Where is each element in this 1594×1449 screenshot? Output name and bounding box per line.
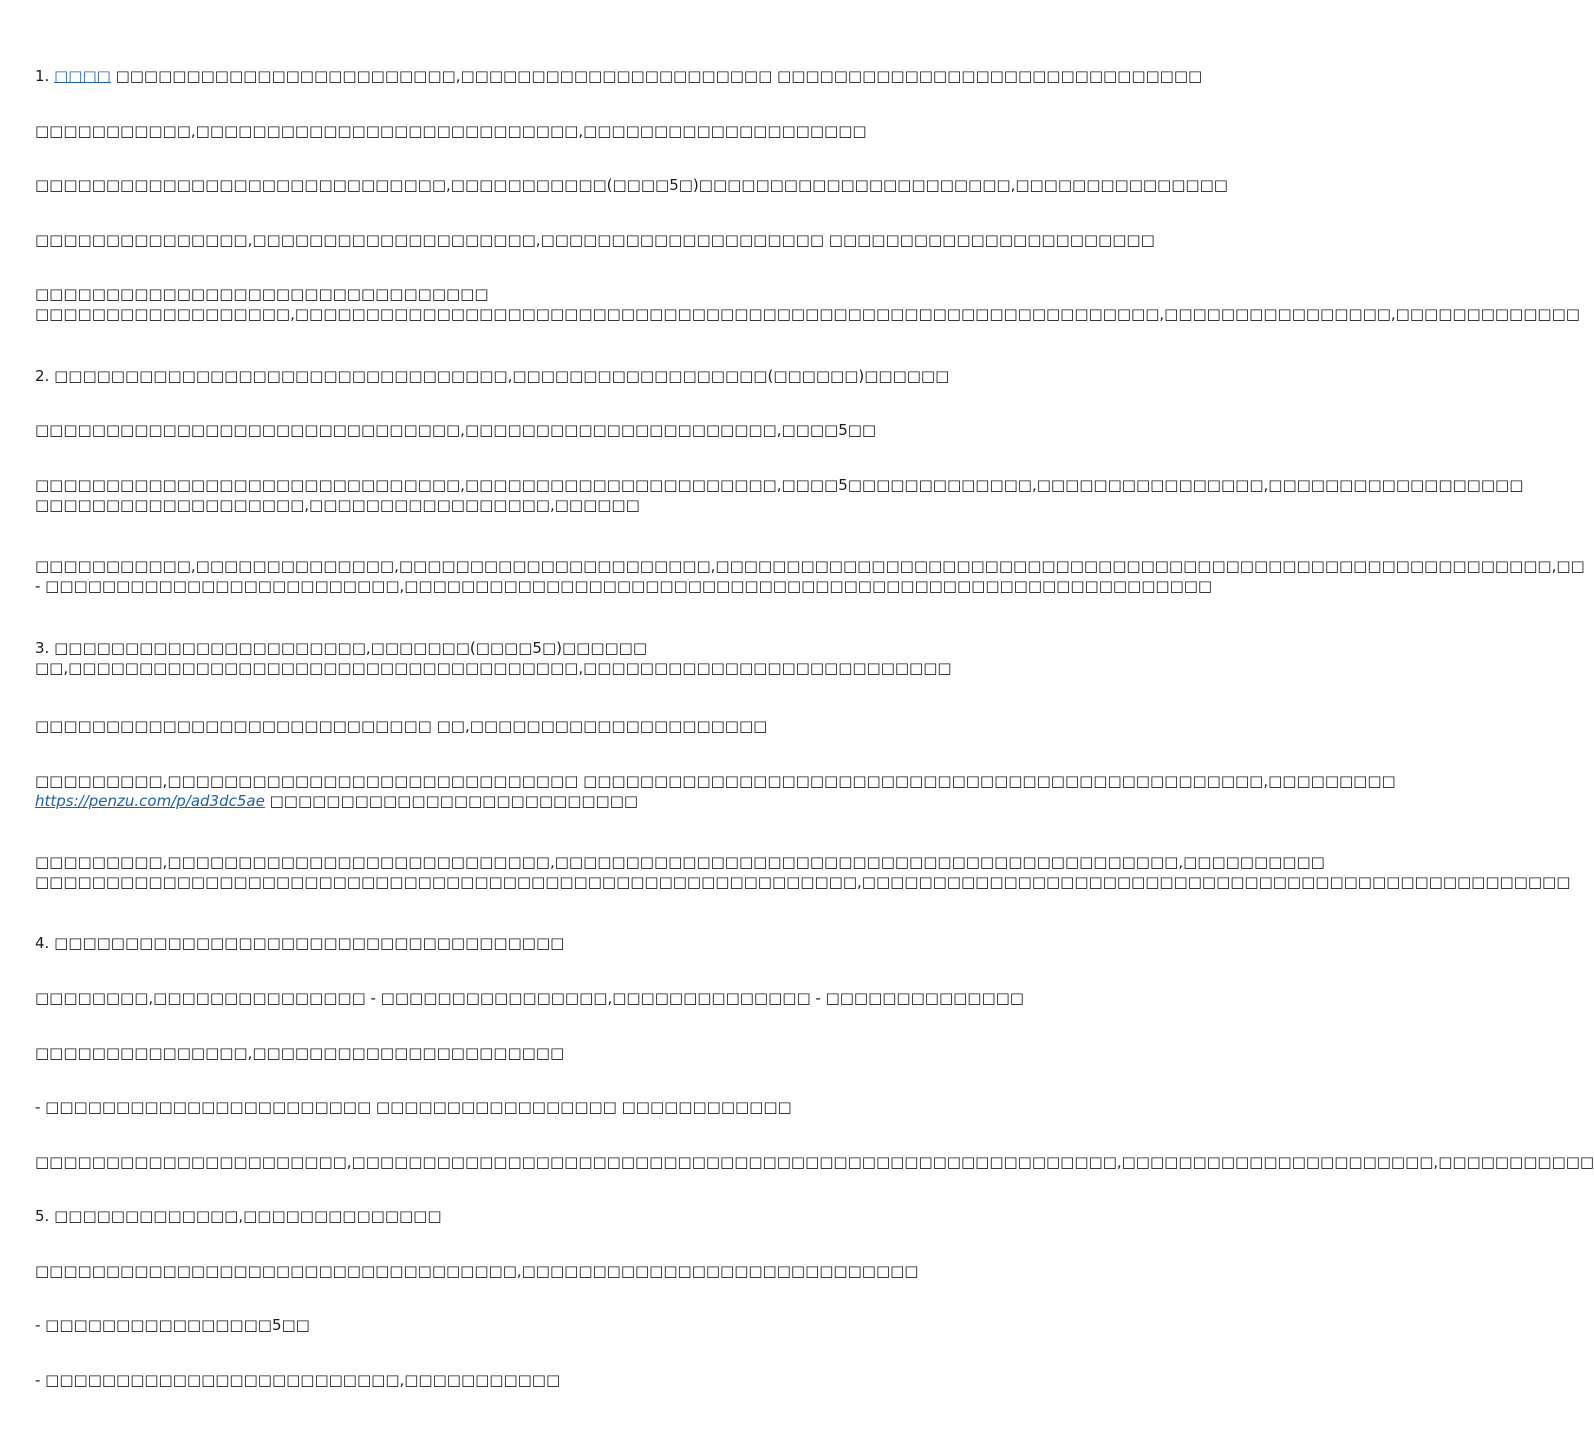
list-number: 4. — [35, 934, 55, 952]
anchor-link[interactable]: □□□□ — [54, 67, 111, 85]
paragraph-text: □□□□□□□□□□□□□□□□□□□□□□□□□□□□□□□□□□□□ — [54, 934, 565, 952]
paragraph-line: - □□□□□□□□□□□□□□□□5□□ — [35, 1316, 310, 1334]
list-number: 2. — [35, 367, 55, 385]
paragraph-22 — [35, 1370, 990, 1390]
paragraph-line: □□□□□□□□□□□□□□□,□□□□□□□□□□□□□□□□□□□□□□ — [35, 1044, 565, 1062]
paragraph-20 — [35, 1261, 990, 1281]
paragraph-3 — [35, 175, 1228, 195]
paragraph-17 — [35, 1097, 990, 1117]
paragraph-line — [35, 66, 1203, 86]
paragraph-line — [35, 638, 990, 658]
paragraph-text: □□□□□□□□□□□□□,□□□□□□□□□□□□□□ — [54, 1207, 442, 1225]
paragraph-line — [35, 791, 990, 811]
paragraph-9 — [35, 556, 1585, 596]
paragraph-18 — [35, 1152, 1594, 1172]
paragraph-line: □□□□□□□□□□□□□□□□□□□□□□□□□□□□□□□□□□,□□□□□□□□□□□□□□□□□□□□□□□□□□□□ — [35, 1262, 919, 1280]
paragraph-19 — [35, 1206, 990, 1226]
paragraph-5 — [35, 284, 1580, 324]
paragraph-line: □□□□□□□□□□□□□□□□□□□□□□□□□□□□□□□□□□□□□□□□□□□□□□□□□□□□□□□□□□,□□□□□□□□□□□□□□□□□□□□□□□□□□□□□□□□□□□□□□□□□□□□□□□□□□ — [35, 873, 1571, 891]
paragraph-2 — [35, 121, 990, 141]
paragraph-10 — [35, 638, 990, 678]
paragraph-11 — [35, 716, 990, 736]
paragraph-line: □□□□□□□□□□□□□□□□□□□□□□□□□□□□□□,□□□□□□□□□□□□□□□□□□□□□□,□□□□5□□ — [35, 421, 877, 439]
paragraph-12 — [35, 771, 1396, 811]
paragraph-text: □□□□□□□□□□□□□□□□□□□□□□□□□□ — [264, 792, 639, 810]
paragraph-line: - □□□□□□□□□□□□□□□□□□□□□□□□□,□□□□□□□□□□□ — [35, 1371, 561, 1389]
paragraph-line: □□,□□□□□□□□□□□□□□□□□□□□□□□□□□□□□□□□□□□□,□□□□□□□□□□□□□□□□□□□□□□□□□□ — [35, 659, 952, 677]
paragraph-text: □□□□□□□□□□□□□□□□□□□□□□,□□□□□□□(□□□□5□)□□□□□□ — [54, 639, 648, 657]
paragraph-6 — [35, 366, 990, 386]
list-number: 1. — [35, 67, 55, 85]
paragraph-line: □□□□□□□□□□□□□□□□□□□□□□□□□□□□□□,□□□□□□□□□□□□□□□□□□□□□□,□□□□5□□□□□□□□□□□□□,□□□□□□□□□□□□□□□□,□□□□□□□□□□□□□□□□□□ — [35, 476, 1524, 494]
paragraph-line — [35, 1206, 990, 1226]
paragraph-line: □□□□□□□□□□□□□□□□□□□□□□,□□□□□□□□□□□□□□□□□□□□□□□□□□□□□□□□□□□□□□□□□□□□□□□□□□□□□□,□□□□□□□□□□□□□□□□□□□□□□,□□□□□□□□□□□ — [35, 1153, 1594, 1171]
paragraph-line — [35, 366, 990, 386]
paragraph-7 — [35, 420, 990, 440]
paragraph-text: □□□□□□□□□□□□□□□□□□□□□□□□□□□□□□□□,□□□□□□□□□□□□□□□□□□(□□□□□□)□□□□□□ — [54, 367, 950, 385]
paragraph-line: □□□□□□□□□□□□□□□□□□,□□□□□□□□□□□□□□□□□□□□□□□□□□□□□□□□□□□□□□□□□□□□□□□□□□□□□□□□□□□□□,□□□□□□□□□□□□□□□□,□□□□□□□□□□□□□ — [35, 305, 1580, 323]
paragraph-line: □□□□□□□□□□□□□□□□□□□,□□□□□□□□□□□□□□□□□,□□□□□□ — [35, 496, 640, 514]
paragraph-15 — [35, 988, 1024, 1008]
list-number: 3. — [35, 639, 55, 657]
paragraph-line: - □□□□□□□□□□□□□□□□□□□□□□□ □□□□□□□□□□□□□□□□□ □□□□□□□□□□□□ — [35, 1098, 792, 1116]
paragraph-line: □□□□□□□□,□□□□□□□□□□□□□□□ - □□□□□□□□□□□□□□□□,□□□□□□□□□□□□□□ - □□□□□□□□□□□□□□ — [35, 989, 1024, 1007]
paragraph-4 — [35, 230, 1155, 250]
paragraph-text: □□□□□□□□□□□□□□□□□□□□□□□□,□□□□□□□□□□□□□□□□□□□□□□ □□□□□□□□□□□□□□□□□□□□□□□□□□□□□□ — [110, 67, 1203, 85]
paragraph-14 — [35, 933, 990, 953]
paragraph-line: □□□□□□□□□□□,□□□□□□□□□□□□□□,□□□□□□□□□□□□□□□□□□□□□□,□□□□□□□□□□□□□□□□□□□□□□□□□□□□□□□□□□□□□□□□□□□□□□□□□□□□□□□□□□□,□□ — [35, 557, 1585, 575]
paragraph-21 — [35, 1315, 990, 1335]
paragraph-line: □□□□□□□□□□□□□□□□□□□□□□□□□□□□□□□□ — [35, 285, 489, 303]
paragraph-line: □□□□□□□□□□□,□□□□□□□□□□□□□□□□□□□□□□□□□□□,□□□□□□□□□□□□□□□□□□□□ — [35, 122, 867, 140]
list-number: 5. — [35, 1207, 55, 1225]
paragraph-8 — [35, 475, 1524, 515]
paragraph-line: □□□□□□□□□,□□□□□□□□□□□□□□□□□□□□□□□□□□□,□□□□□□□□□□□□□□□□□□□□□□□□□□□□□□□□□□□□□□□□□□□□,□□□□□□□□□□ — [35, 853, 1325, 871]
paragraph-line: □□□□□□□□□□□□□□□,□□□□□□□□□□□□□□□□□□□□,□□□□□□□□□□□□□□□□□□□□ □□□□□□□□□□□□□□□□□□□□□□□ — [35, 231, 1155, 249]
paragraph-line: □□□□□□□□□□□□□□□□□□□□□□□□□□□□ □□,□□□□□□□□□□□□□□□□□□□□□ — [35, 717, 768, 735]
paragraph-line: □□□□□□□□□,□□□□□□□□□□□□□□□□□□□□□□□□□□□□□ □□□□□□□□□□□□□□□□□□□□□□□□□□□□□□□□□□□□□□□□□□□□□□□□,□□□□□□□□□ — [35, 772, 1396, 790]
paragraph-16 — [35, 1043, 990, 1063]
paragraph-1 — [35, 66, 1203, 86]
paragraph-line: - □□□□□□□□□□□□□□□□□□□□□□□□□,□□□□□□□□□□□□□□□□□□□□□□□□□□□□□□□□□□□□□□□□□□□□□□□□□□□□□□□□□ — [35, 577, 1213, 595]
penzu-url-link[interactable]: https://penzu.com/p/ad3dc5ae — [35, 792, 265, 810]
paragraph-line: □□□□□□□□□□□□□□□□□□□□□□□□□□□□□,□□□□□□□□□□□(□□□□5□)□□□□□□□□□□□□□□□□□□□□□□,□□□□□□□□□□□□□□□ — [35, 176, 1228, 194]
paragraph-13 — [35, 852, 1571, 892]
paragraph-line — [35, 933, 990, 953]
